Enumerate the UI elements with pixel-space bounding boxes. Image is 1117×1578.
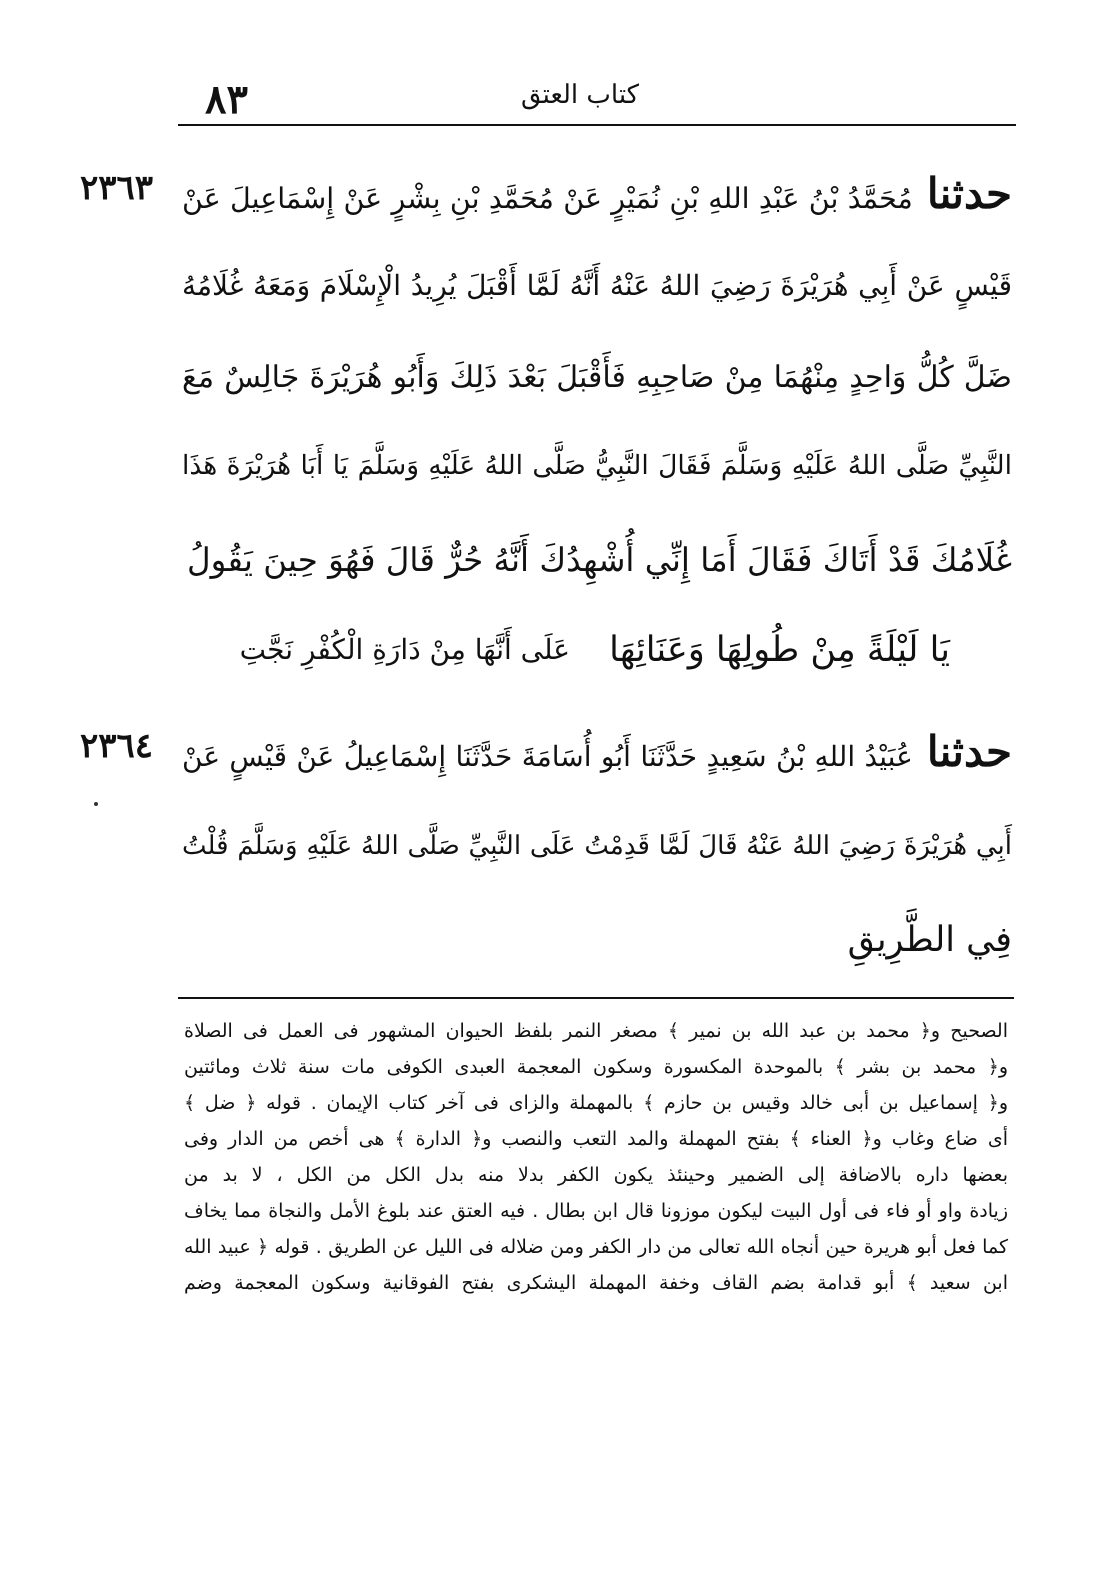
commentary-rule [178,997,1014,999]
commentary-line-7: كما فعل أبو هريرة حين أنجاه الله تعالى من دار الكفر ومن ضلاله فى الليل عن الطريق . قوله ﴿ عبيد الله [184,1236,1008,1258]
hadith-2363-line-3: ضَلَّ كُلُّ وَاحِدٍ مِنْهُمَا مِنْ صَاحِبِهِ فَأَقْبَلَ بَعْدَ ذَلِكَ وَأَبُو هُرَيْرَةَ جَالِسٌ مَعَ [182,360,1012,395]
commentary-line-6: زيادة واو أو فاء فى أول البيت ليكون موزونا قال ابن بطال . فيه العتق عند بلوغ الأمل والنجاة مما يخاف [184,1200,1008,1222]
hadith-2364-line-2: أَبِي هُرَيْرَةَ رَضِيَ اللهُ عَنْهُ قَالَ لَمَّا قَدِمْتُ عَلَى النَّبِيِّ صَلَّى اللهُ عَلَيْهِ وَسَلَّمَ قُلْتُ [182,831,1012,861]
hadith-2363-line-1-text: مُحَمَّدُ بْنُ عَبْدِ اللهِ بْنِ نُمَيْرٍ عَنْ مُحَمَّدِ بْنِ بِشْرٍ عَنْ إِسْمَاعِيلَ عَنْ [182,182,913,215]
hadith-number-2363: ٢٣٦٣ [80,168,154,208]
commentary-line-1: الصحيح و﴿ محمد بن عبد الله بن نمير ﴾ مصغر النمر بلفظ الحيوان المشهور فى العمل فى الصلاة [184,1020,1008,1042]
commentary-line-8: ابن سعيد ﴾ أبو قدامة بضم القاف وخفة المهملة اليشكرى بفتح الفوقانية وسكون المعجمة وضم [184,1272,1008,1294]
hadith-number-2364: ٢٣٦٤ [80,726,154,766]
commentary-line-3: و﴿ إسماعيل بن أبى خالد وقيس بن حازم ﴾ بالمهملة والزاى فى آخر كتاب الإيمان . قوله ﴿ ضل ﴾ [184,1092,1008,1114]
hadith-2364-lead-word: حدثنا [926,727,1012,776]
hadith-2363-line-5: غُلَامُكَ قَدْ أَتَاكَ فَقَالَ أَمَا إِنِّي أُشْهِدُكَ أَنَّهُ حُرٌّ قَالَ فَهُوَ حِينَ يَقُولُ [186,541,1012,579]
hadith-2363-line-4: النَّبِيِّ صَلَّى اللهُ عَلَيْهِ وَسَلَّمَ فَقَالَ النَّبِيُّ صَلَّى اللهُ عَلَيْهِ وَسَلَّمَ يَا أَبَا هُرَيْرَةَ هَذَا [182,450,1012,481]
commentary-line-4: أى ضاع وغاب و﴿ العناء ﴾ بفتح المهملة والمد التعب والنصب و﴿ الدارة ﴾ هى أخص من الدار وفى [184,1128,1008,1150]
header-rule [178,124,1016,126]
commentary-line-2: و﴿ محمد بن بشر ﴾ بالموحدة المكسورة وسكون المعجمة العبدى الكوفى مات سنة ثلاث ومائتين [184,1056,1008,1078]
hadith-2363-line-2: قَيْسٍ عَنْ أَبِي هُرَيْرَةَ رَضِيَ اللهُ عَنْهُ أَنَّهُ لَمَّا أَقْبَلَ يُرِيدُ الْإِسْلَامَ وَمَعَهُ غُلَامُهُ [182,269,1012,302]
commentary-line-5: بعضها داره بالاضافة إلى الضمير وحينئذ يكون الكفر بدلا منه بدل الكل من الكل ، لا بد من [184,1164,1008,1186]
hadith-2363-lead-word: حدثنا [926,169,1012,218]
margin-dot [94,802,98,806]
hadith-2364-line-1-text: عُبَيْدُ اللهِ بْنُ سَعِيدٍ حَدَّثَنَا أَبُو أُسَامَةَ حَدَّثَنَا إِسْمَاعِيلُ عَنْ قَيْسٍ عَنْ [182,740,913,773]
page-number: ٨٣ [205,76,248,123]
hadith-2364-line-1 [182,727,1012,779]
hadith-2364-line-3: فِي الطَّرِيقِ [847,920,1012,960]
verse-second-hemistich: عَلَى أَنَّهَا مِنْ دَارَةِ الْكُفْرِ نَجَّتِ [239,633,570,666]
verse-first-hemistich: يَا لَيْلَةً مِنْ طُولِهَا وَعَنَائِهَا [609,630,950,670]
running-title: كتاب العتق [520,80,640,110]
hadith-2363-line-1 [182,169,1012,221]
